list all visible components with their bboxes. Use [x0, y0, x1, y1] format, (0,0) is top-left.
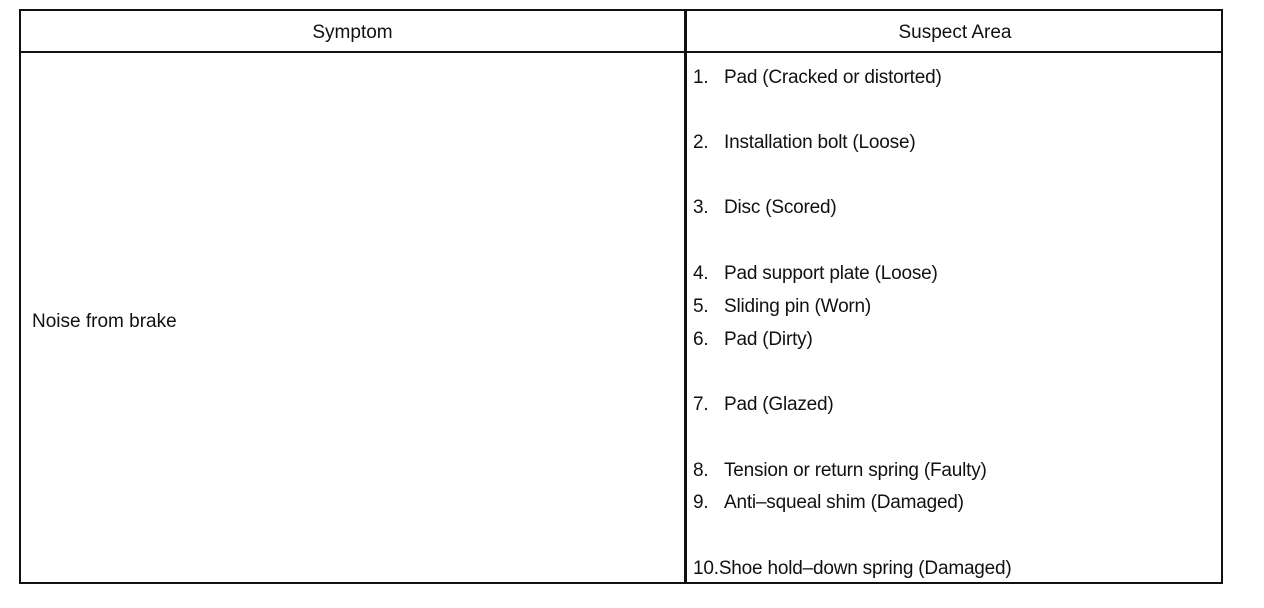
item-text: Pad (Cracked or distorted)	[724, 67, 942, 88]
item-text: Pad (Dirty)	[724, 329, 813, 350]
suspect-item	[693, 296, 871, 318]
item-number: 10.	[693, 558, 719, 579]
item-text: Disc (Scored)	[724, 197, 837, 218]
item-number: 4.	[693, 263, 709, 284]
item-text: Tension or return spring (Faulty)	[724, 460, 987, 481]
suspect-item	[693, 460, 987, 482]
item-text: Pad (Glazed)	[724, 394, 834, 415]
suspect-item	[693, 329, 813, 351]
item-text: Anti–squeal shim (Damaged)	[724, 492, 964, 513]
item-number: 2.	[693, 132, 709, 153]
suspect-item	[693, 492, 964, 514]
item-number: 5.	[693, 296, 709, 317]
item-number: 3.	[693, 197, 709, 218]
item-number: 9.	[693, 492, 709, 513]
suspect-item	[693, 197, 836, 219]
item-text: Pad support plate (Loose)	[724, 263, 938, 284]
suspect-item	[693, 263, 938, 285]
symptom-cell: Noise from brake	[32, 311, 177, 332]
suspect-item	[693, 132, 915, 154]
header-symptom: Symptom	[312, 22, 393, 43]
suspect-area-list	[693, 11, 1213, 582]
suspect-item	[693, 394, 834, 416]
item-number: 6.	[693, 329, 709, 350]
header-suspect-area: Suspect Area	[898, 22, 1012, 43]
item-text: Sliding pin (Worn)	[724, 296, 872, 317]
item-text: Shoe hold–down spring (Damaged)	[718, 558, 1012, 579]
item-number: 7.	[693, 394, 709, 415]
column-divider	[684, 11, 687, 582]
suspect-item	[693, 558, 1012, 580]
item-number: 1.	[693, 67, 709, 88]
item-number: 8.	[693, 460, 709, 481]
diagnosis-table	[19, 9, 1223, 584]
item-text: Installation bolt (Loose)	[724, 132, 916, 153]
suspect-item	[693, 67, 942, 89]
